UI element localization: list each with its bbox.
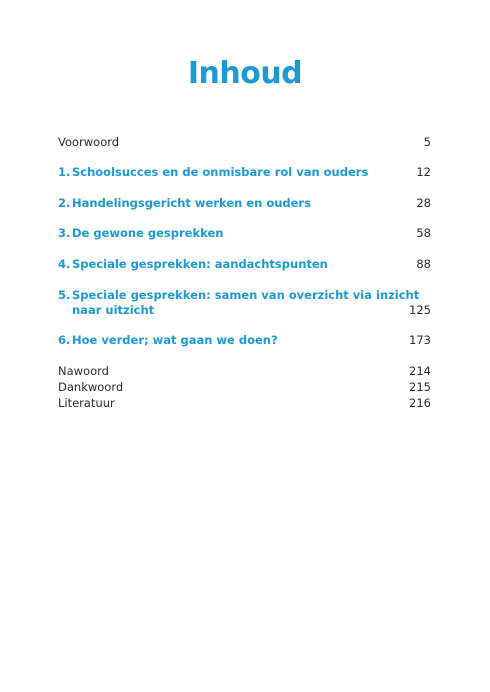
chapter-title: Hoe verder; wat gaan we doen?: [72, 333, 278, 347]
toc-entry-page: 125: [409, 303, 431, 317]
chapter-title: Handelingsgericht werken en ouders: [72, 196, 311, 210]
toc-chapter-3[interactable]: [58, 226, 431, 241]
toc-entry-nawoord[interactable]: [58, 364, 431, 379]
toc-entry-page: 215: [409, 380, 431, 394]
toc-entry-dankwoord[interactable]: [58, 380, 431, 395]
toc-entry-label: Voorwoord: [58, 135, 120, 149]
toc-chapter-5[interactable]: [58, 288, 431, 318]
chapter-number: 4.: [58, 257, 71, 271]
chapter-title: Speciale gesprekken: aandachtspunten: [72, 257, 328, 271]
toc-entry-page: 173: [409, 333, 431, 347]
chapter-title: Schoolsucces en de onmisbare rol van ouders: [72, 165, 369, 179]
toc-entry-page: 88: [416, 257, 431, 271]
chapter-number: 2.: [58, 196, 71, 210]
toc-chapter-6[interactable]: [58, 333, 431, 348]
chapter-number: 3.: [58, 226, 71, 240]
chapter-number: 1.: [58, 165, 71, 179]
toc-entry-page: 214: [409, 364, 431, 378]
toc-entry-page: 12: [416, 165, 431, 179]
chapter-title-continuation: naar uitzicht: [72, 303, 155, 317]
toc-entry-label: Nawoord: [58, 364, 109, 378]
toc-entry-literatuur[interactable]: [58, 396, 431, 411]
page-title: Inhoud: [187, 56, 303, 91]
toc-entry-page: 216: [409, 396, 431, 410]
toc-entry-page: 28: [416, 196, 431, 210]
toc-entry-voorwoord[interactable]: [58, 135, 431, 150]
chapter-title: Speciale gesprekken: samen van overzicht via inzicht: [72, 288, 420, 302]
toc-entry-page: 5: [423, 135, 431, 149]
toc-chapter-1[interactable]: [58, 165, 431, 180]
toc-entry-label: Literatuur: [58, 396, 115, 410]
toc-chapter-4[interactable]: [58, 257, 431, 272]
chapter-number: 6.: [58, 333, 71, 347]
toc-chapter-2[interactable]: [58, 196, 431, 211]
toc-entry-page: 58: [416, 226, 431, 240]
chapter-title: De gewone gesprekken: [72, 226, 224, 240]
chapter-number: 5.: [58, 288, 71, 302]
toc-entry-label: Dankwoord: [58, 380, 124, 394]
